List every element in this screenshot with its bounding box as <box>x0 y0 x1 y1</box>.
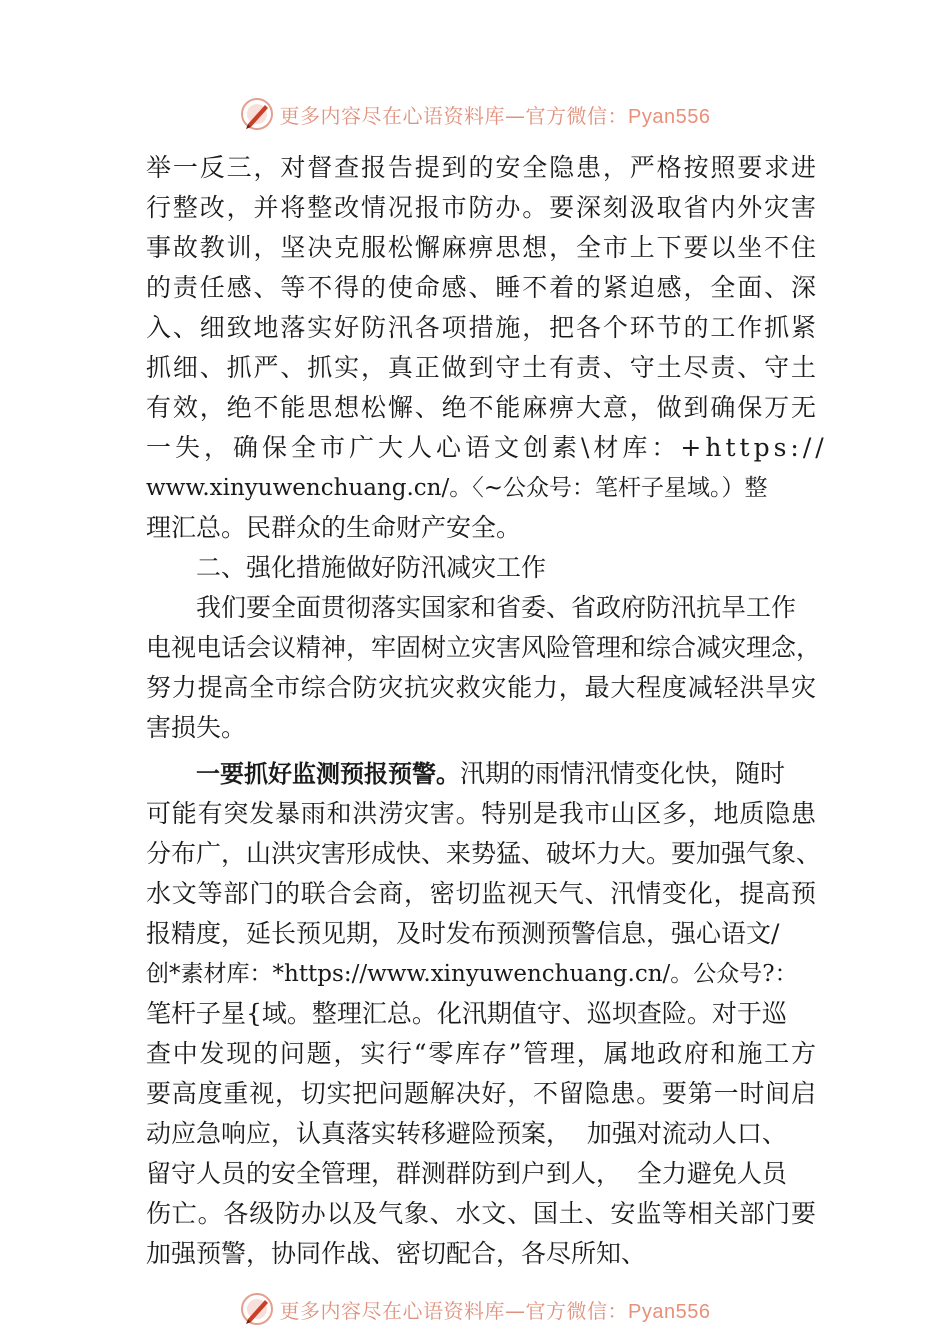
text-line: 留守人员的安全管理，群测群防到户到人， 全力避免人员 <box>146 1159 787 1188</box>
text-line: 一失，确保全市广大人心语文创素\材库：+https:// <box>146 433 828 462</box>
text-line: 害损失。 <box>146 713 247 742</box>
header-banner-text: 更多内容尽在心语资料库—官方微信：Pyan556 <box>279 103 711 128</box>
text-line: 入、细致地落实好防汛各项措施，把各个环节的工作抓紧 <box>146 313 816 342</box>
text-line: 行整改，并将整改情况报市防办。要深刻汲取省内外灾害 <box>146 193 816 222</box>
document-body <box>146 148 828 1274</box>
footer-wechat-handle: Pyan556 <box>628 1300 711 1323</box>
footer-banner <box>0 1289 950 1329</box>
text-line: 举一反三，对督查报告提到的安全隐患，严格按照要求进 <box>146 153 816 182</box>
text-line: 有效，绝不能思想松懈、绝不能麻痹大意，做到确保万无 <box>146 393 816 422</box>
text-line: 的责任感、等不得的使命感、睡不着的紧迫感，全面、深 <box>146 273 816 302</box>
text-line: www.xinyuwenchuang.cn/。〈~公众号：笔杆子星域。）整 <box>146 475 768 501</box>
header-banner <box>0 94 950 134</box>
text-line: 动应急响应，认真落实转移避险预案， 加强对流动人口、 <box>146 1119 787 1148</box>
text-line: 报精度，延长预见期，及时发布预测预警信息，强心语文/ <box>146 919 780 948</box>
text-line: 笔杆子星{域。整理汇总。化汛期值守、巡坝查险。对于巡 <box>146 999 787 1028</box>
footer-banner-text: 更多内容尽在心语资料库—官方微信：Pyan556 <box>279 1298 711 1323</box>
section-heading: 二、强化措施做好防汛减灾工作 <box>196 553 547 582</box>
text-line: 可能有突发暴雨和洪涝灾害。特别是我市山区多，地质隐患 <box>146 799 816 828</box>
text-line: 一要抓好监测预报预警。汛期的雨情汛情变化快，随时 <box>196 759 786 788</box>
text-line: 要高度重视，切实把问题解决好，不留隐患。要第一时间启 <box>146 1079 816 1108</box>
text-line: 分布广，山洪灾害形成快、来势猛、破坏力大。要加强气象、 <box>146 839 822 868</box>
text-line: 创*素材库：*https://www.xinyuwenchuang.cn/。公众号?： <box>146 961 798 987</box>
text-line: 伤亡。各级防办以及气象、水文、国土、安监等相关部门要 <box>146 1199 816 1228</box>
pen-logo-icon <box>240 1292 274 1326</box>
text-line: 努力提高全市综合防灾抗灾救灾能力，最大程度减轻洪旱灾 <box>146 673 816 702</box>
text-line: 抓细、抓严、抓实，真正做到守土有责、守土尽责、守土 <box>146 353 816 382</box>
text-line: 事故教训，坚决克服松懈麻痹思想，全市上下要以坐不住 <box>146 233 816 262</box>
header-wechat-handle: Pyan556 <box>628 105 711 128</box>
text-line: 查中发现的问题，实行“零库存”管理，属地政府和施工方 <box>146 1039 816 1068</box>
text-line: 加强预警，协同作战、密切配合，各尽所知、 <box>146 1239 647 1268</box>
text-line: 水文等部门的联合会商，密切监视天气、汛情变化，提高预 <box>146 879 816 908</box>
text-line: 理汇总。民群众的生命财产安全。 <box>146 513 522 542</box>
bold-lead: 一要抓好监测预报预警。 <box>196 760 460 788</box>
text-line: 电视电话会议精神，牢固树立灾害风险管理和综合减灾理念， <box>146 633 822 662</box>
text-line: 我们要全面贯彻落实国家和省委、省政府防汛抗旱工作 <box>196 593 797 622</box>
pen-logo-icon <box>240 97 274 131</box>
